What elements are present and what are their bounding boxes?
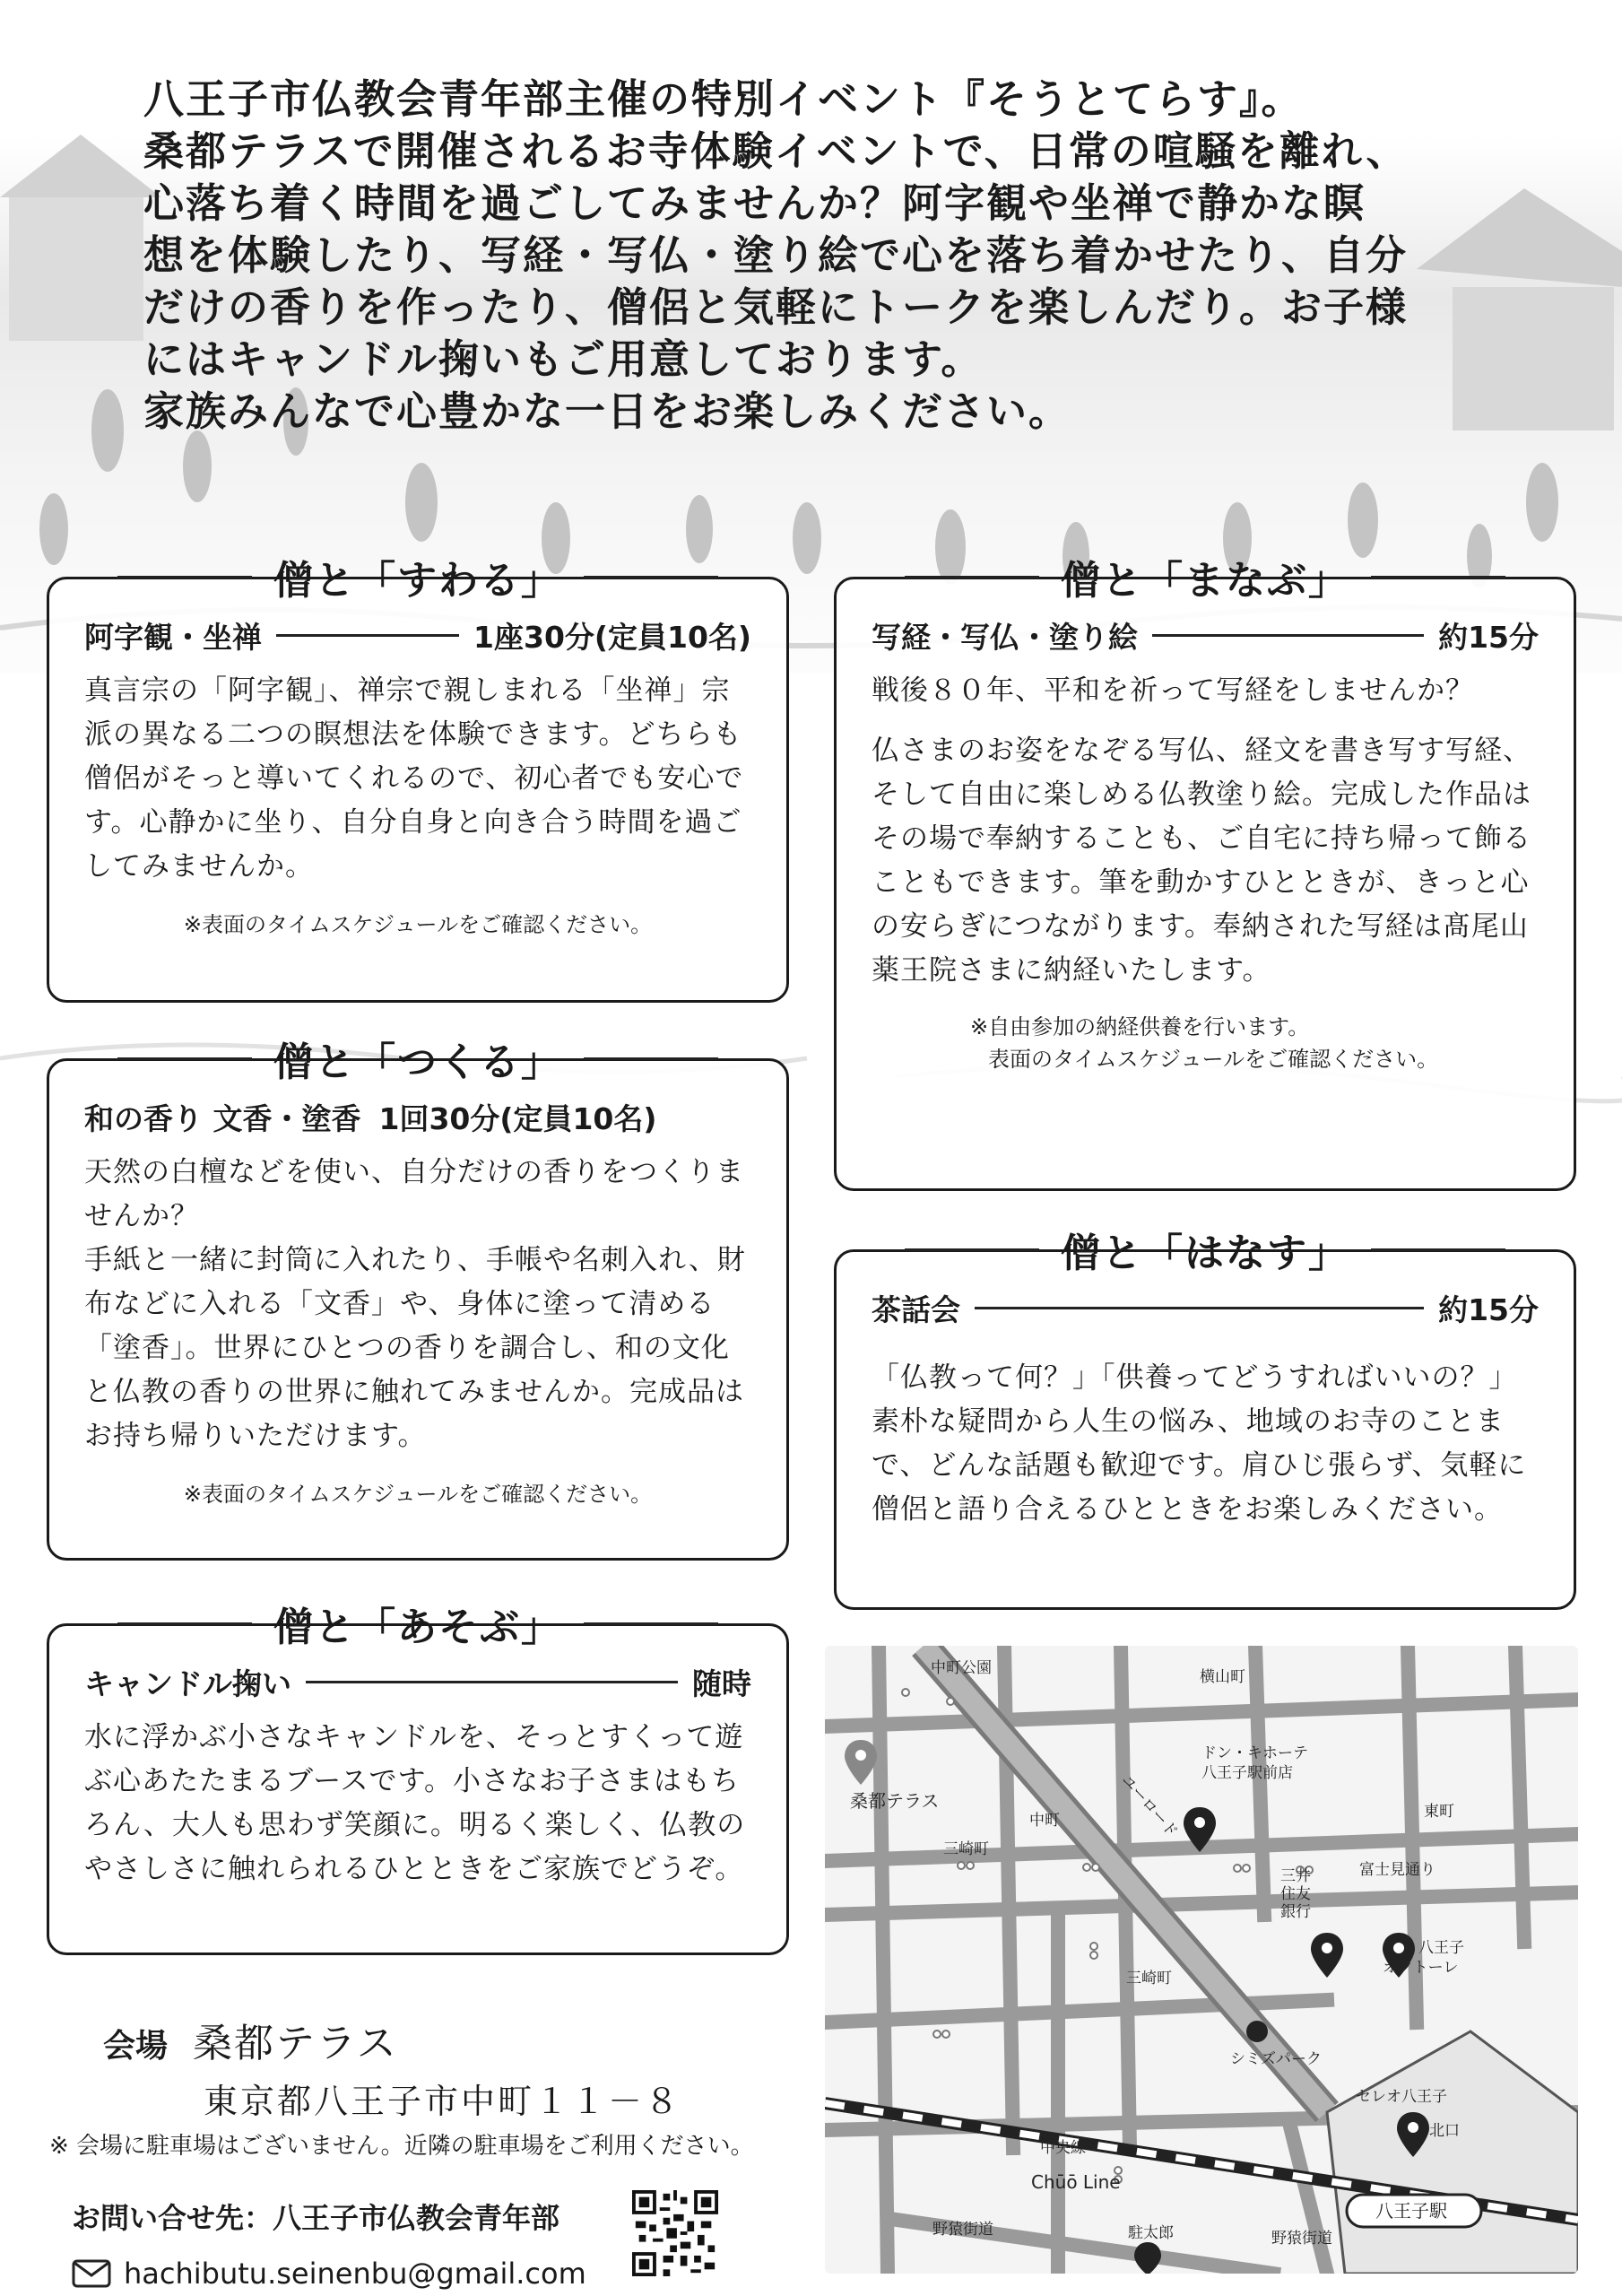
section-heading <box>47 1031 789 1085</box>
map-label: ユーロード <box>1117 1771 1182 1841</box>
venue-name: 桑都テラス <box>193 2021 398 2066</box>
mail-icon <box>72 2259 111 2288</box>
section-title: 僧と「はなす」 <box>1061 1231 1349 1276</box>
intro-line: 桑都テラスで開催されるお寺体験イベントで、日常の喧騒を離れ、 <box>143 127 1409 175</box>
intro-line: にはキャンドル掬いもご用意しております。 <box>143 335 984 383</box>
intro-line: 想を体験したり、写経・写仏・塗り絵で心を落ち着かせたり、自分 <box>143 231 1409 279</box>
contact-label: お問い合せ先：八王子市仏教会青年部 <box>72 2201 560 2235</box>
map-label: 北口 <box>1429 2122 1460 2140</box>
section-subtitle: 和の香り 文香・塗香 <box>84 1101 361 1136</box>
map-label: 銀行 <box>1280 1903 1311 1921</box>
map-label: 中町 <box>1029 1812 1060 1830</box>
section-asobu <box>47 1596 789 1955</box>
email-row <box>72 2257 586 2291</box>
section-body: 手紙と一緒に封筒に入れたり、手帳や名刺入れ、財布などに入れる「文香」や、身体に塗って清める「塗香」。世界にひとつの香りを調合し、和の文化と仏教の香りの世界に触れてみませんか。完成品はお持ち帰りいただけます。 <box>84 1244 746 1452</box>
section-subtitle-row <box>84 1096 751 1138</box>
section-subtitle-row <box>84 1661 751 1703</box>
intro-line: だけの香りを作ったり、僧侶と気軽にトークを楽しんだり。お子様 <box>143 283 1409 331</box>
section-heading <box>834 1222 1576 1276</box>
section-heading <box>47 1596 789 1650</box>
intro-line: 家族みんなで心豊かな一日をお楽しみください。 <box>143 387 1071 435</box>
section-body: 水に浮かぶ小さなキャンドルを、そっとすくって遊ぶ心あたたまるブースです。小さなお子さまはもちろん、大人も思わず笑顔に。明るく楽しく、仏教のやさしさに触れられるひとときをご家族でどうぞ。 <box>84 1721 746 1885</box>
section-subtitle: 茶話会 <box>872 1292 960 1327</box>
venue-address: 東京都八王子市中町１１－８ <box>204 2082 682 2121</box>
venue-info <box>103 2011 681 2123</box>
intro-text <box>143 74 1506 438</box>
section-note: ※表面のタイムスケジュールをご確認ください。 <box>183 1482 653 1507</box>
section-detail: 約15分 <box>1438 1292 1539 1327</box>
section-subtitle: 阿字観・坐禅 <box>84 620 262 655</box>
map-label: セレオ八王子 <box>1356 2088 1447 2106</box>
section-title: 僧と「まなぶ」 <box>1061 558 1349 604</box>
email-link[interactable]: hachibutu.seinenbu@gmail.com <box>124 2257 586 2291</box>
contact-info <box>72 2196 586 2291</box>
map-label: 三崎町 <box>1126 1970 1172 1987</box>
section-detail: 1回30分(定員10名) <box>378 1101 657 1136</box>
section-tsukuru <box>47 1031 789 1561</box>
section-body: 仏さまのお姿をなぞる写仏、経文を書き写す写経、そして自由に楽しめる仏教塗り絵。完成した作品はその場で奉納することも、ご自宅に持ち帰って飾ることもできます。筆を動かすひとときが、きっと心の安らぎにつながります。奉納された写経は髙尾山薬王院さまに納経いたします。 <box>872 735 1531 987</box>
section-subtitle: キャンドル掬い <box>84 1666 291 1701</box>
map-label: 三井 <box>1280 1867 1311 1885</box>
map-label: 野猿街道 <box>932 2221 993 2239</box>
section-detail: 1座30分(定員10名) <box>473 620 751 655</box>
map-label: 駐太郎 <box>1128 2224 1174 2242</box>
section-title: 僧と「つくる」 <box>273 1039 562 1085</box>
map-label: 住友 <box>1280 1885 1311 1903</box>
section-note <box>872 1011 1539 1075</box>
section-note: ※表面のタイムスケジュールをご確認ください。 <box>183 912 653 937</box>
map-label: 八王子 <box>1418 1939 1464 1957</box>
map-label: ドン・キホーテ <box>1201 1744 1308 1762</box>
section-heading <box>834 550 1576 604</box>
qr-code[interactable] <box>632 2190 718 2276</box>
intro-line: 心落ち着く時間を過ごしてみませんか？阿字観や坐禅で静かな瞑 <box>143 179 1366 227</box>
map-label: シミズパーク <box>1230 2050 1322 2068</box>
access-map <box>825 1646 1578 2274</box>
map-label: 横山町 <box>1200 1668 1245 1686</box>
section-title: 僧と「あそぶ」 <box>273 1605 562 1650</box>
section-suwaru <box>47 550 789 1003</box>
map-label: 桑都テラス <box>850 1790 940 1812</box>
map-label: 野猿街道 <box>1271 2230 1332 2248</box>
section-body: 真言宗の「阿字観」、禅宗で親しまれる「坐禅」宗派の異なる二つの瞑想法を体験できます。どちらも僧侶がそっと導いてくれるので、初心者でも安心です。心静かに坐り、自分自身と向き合う時間を過ごしてみませんか。 <box>84 674 744 883</box>
map-label: 東町 <box>1424 1803 1454 1821</box>
section-subtitle-row <box>872 614 1539 657</box>
section-lead: 戦後８０年、平和を祈って写経をしませんか？ <box>872 674 1474 707</box>
section-body: 天然の白檀などを使い、自分だけの香りをつくりませんか？ <box>84 1156 744 1232</box>
map-label: 中町公園 <box>931 1659 992 1677</box>
section-body: 「仏教って何？」「供養ってどうすればいいの？」素朴な疑問から人生の悩み、地域のお寺のことまで、どんな話題も歓迎です。肩ひじ張らず、気軽に僧侶と語り合えるひとときをお楽しみください。 <box>872 1361 1527 1526</box>
map-label: 三崎町 <box>943 1840 989 1858</box>
parking-p: P <box>1252 2026 1260 2040</box>
section-note-line: ※自由参加の納経供養を行います。 <box>970 1014 1310 1039</box>
section-detail: 随時 <box>692 1666 751 1701</box>
section-heading <box>47 550 789 604</box>
intro-line: 八王子市仏教会青年部主催の特別イベント『そうとてらす』。 <box>143 75 1304 123</box>
section-manabu <box>834 550 1576 1191</box>
parking-note: ※ 会場に駐車場はございません。近隣の駐車場をご利用ください。 <box>49 2133 754 2160</box>
section-hanasu <box>834 1222 1576 1610</box>
section-title: 僧と「すわる」 <box>273 558 562 604</box>
map-label: 八王子駅前店 <box>1201 1764 1293 1782</box>
map-label: Chūō Line <box>1031 2171 1121 2193</box>
map-label: 富士見通り <box>1359 1861 1436 1879</box>
venue-label: 会場 <box>103 2028 169 2065</box>
section-subtitle: 写経・写仏・塗り絵 <box>872 620 1138 655</box>
section-subtitle-row <box>84 614 751 657</box>
station-label: 八王子駅 <box>1375 2200 1447 2222</box>
map-label: 中央線 <box>1040 2139 1086 2157</box>
map-label: オクトーレ <box>1383 1959 1459 1977</box>
section-subtitle-row <box>872 1287 1539 1329</box>
section-detail: 約15分 <box>1438 620 1539 655</box>
section-note-line: 表面のタイムスケジュールをご確認ください。 <box>988 1047 1439 1072</box>
